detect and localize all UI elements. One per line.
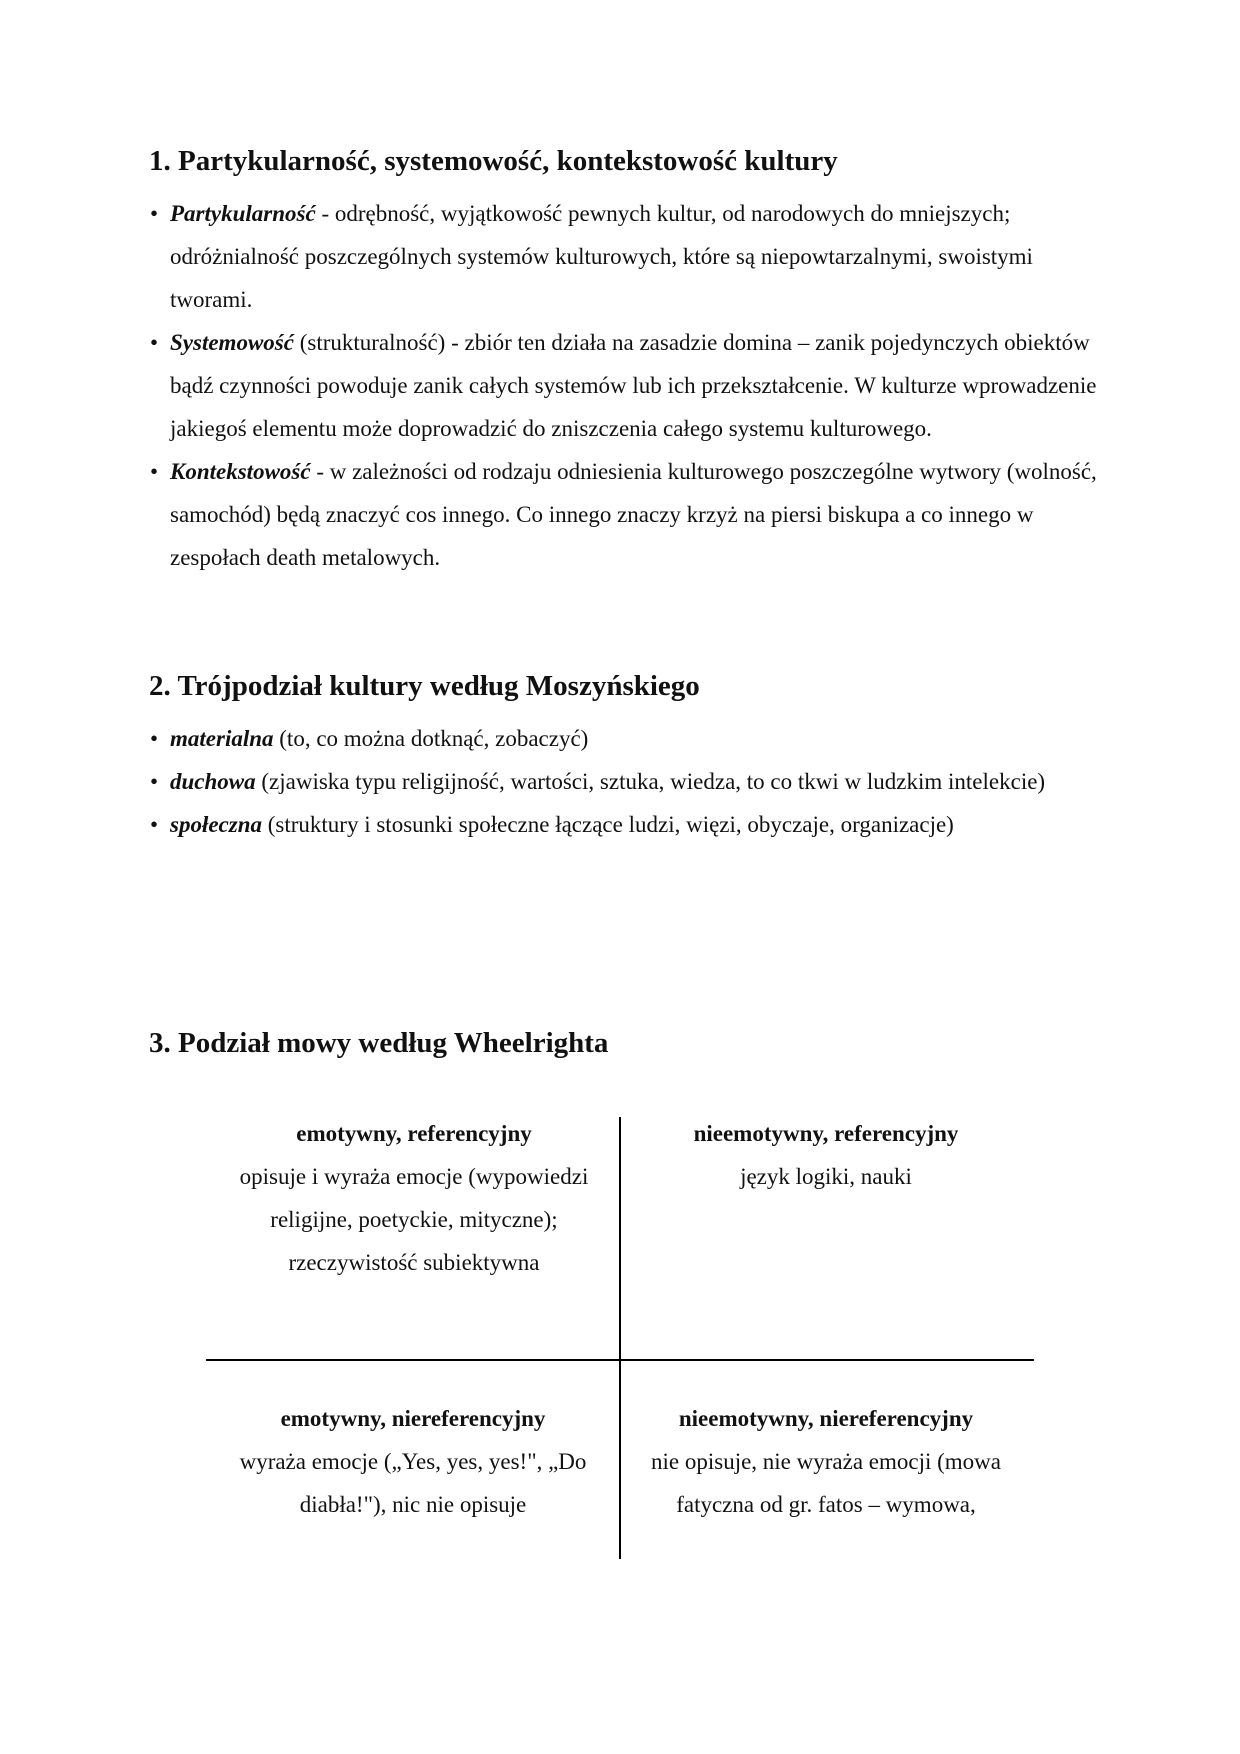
quadrant-text: wyraża emocje („Yes, yes, yes!", „Do diabła!"), nic nie opisuje [239,1449,587,1517]
definition: (strukturalność) - zbiór ten działa na zasadzie domina – zanik pojedynczych obiektów bądź czynności powoduje zanik całych systemów lub ich przekształcenie. W kulturze wprowadzenie jakiegoś elementu może doprowadzić do zniszczenia całego systemu kulturowego. [170,330,1097,441]
quadrant-nonemotive-nonreferential [626,1397,1026,1526]
definition: (zjawiska typu religijność, wartości, sztuka, wiedza, to co tkwi w ludzkim intelekcie) [255,769,1046,794]
quadrant-title: emotywny, niereferencyjny [280,1406,546,1431]
list-item [150,760,1100,803]
section1-heading: 1. Partykularność, systemowość, kontekstowość kultury [149,145,838,177]
quadrant-emotive-referential [216,1112,612,1284]
list-item [150,450,1100,579]
table-horizontal-divider [206,1359,1034,1361]
section1-list [150,192,1100,579]
quadrant-text: nie opisuje, nie wyraża emocji (mowa fatyczna od gr. fatos – wymowa, [651,1449,1001,1517]
term: materialna [170,726,274,751]
table-vertical-divider [619,1117,621,1559]
quadrant-text: opisuje i wyraża emocje (wypowiedzi religijne, poetyckie, mityczne); rzeczywistość subiektywna [239,1164,589,1275]
list-item [150,803,1100,846]
quadrant-title: nieemotywny, niereferencyjny [678,1406,974,1431]
definition: (struktury i stosunki społeczne łączące ludzi, więzi, obyczaje, organizacje) [262,812,954,837]
quadrant-title: nieemotywny, referencyjny [693,1121,959,1146]
definition: - w zależności od rodzaju odniesienia kulturowego poszczególne wytwory (wolność, samochód) będą znaczyć cos innego. Co innego znaczy krzyż na piersi biskupa a co innego w zespołach death metalowych. [170,459,1097,570]
quadrant-nonemotive-referential [626,1112,1026,1198]
definition: - odrębność, wyjątkowość pewnych kultur, od narodowych do mniejszych; odróżnialność poszczególnych systemów kulturowych, które są niepowtarzalnymi, swoistymi tworami. [170,201,1033,312]
section2-list [150,717,1100,846]
list-item [150,717,1100,760]
definition: (to, co można dotknąć, zobaczyć) [273,726,589,751]
quadrant-emotive-nonreferential [210,1397,616,1526]
section3-heading: 3. Podział mowy według Wheelrighta [149,1027,609,1059]
term: Kontekstowość [170,459,311,484]
quadrant-text: język logiki, nauki [740,1164,912,1189]
term: duchowa [170,769,256,794]
list-item [150,192,1100,321]
term: Systemowość [170,330,294,355]
term: Partykularność [170,201,316,226]
section2-heading: 2. Trójpodział kultury według Moszyńskiego [149,670,700,702]
list-item [150,321,1100,450]
term: społeczna [170,812,262,837]
quadrant-title: emotywny, referencyjny [296,1121,532,1146]
